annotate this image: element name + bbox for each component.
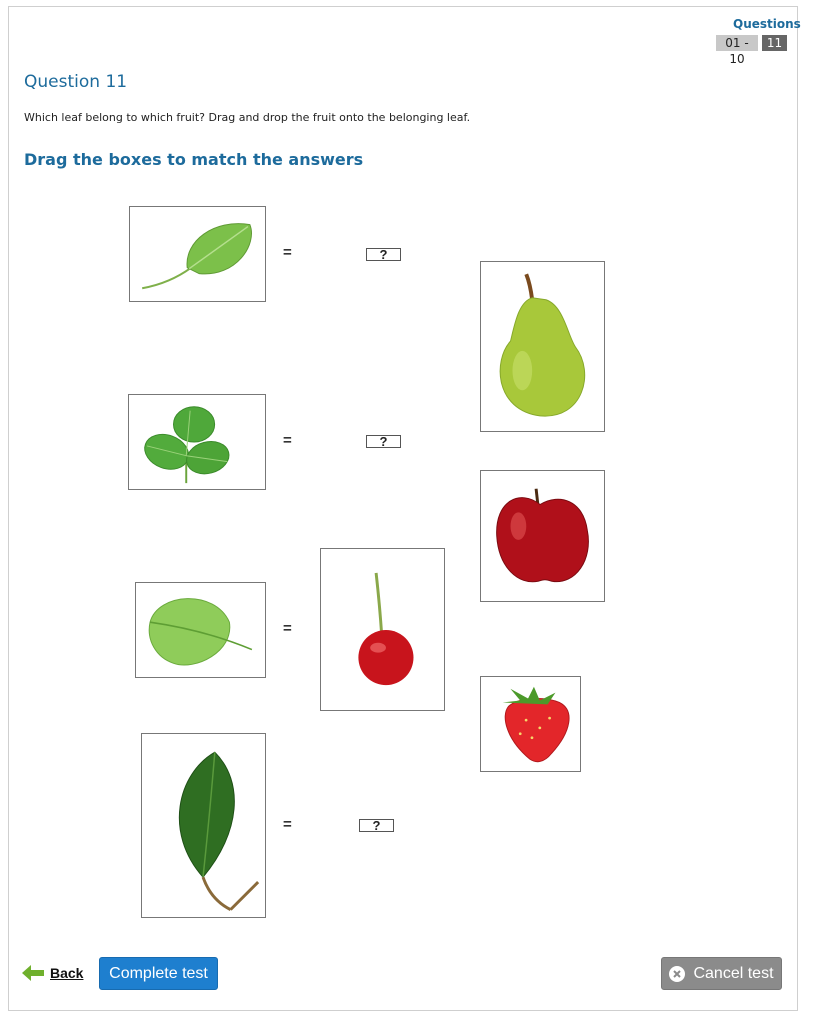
drop-target-4[interactable]: ? — [359, 819, 394, 832]
drop-target-2[interactable]: ? — [366, 435, 401, 448]
equals-sign: = — [283, 816, 292, 833]
cancel-test-label: Cancel test — [693, 964, 774, 982]
question-text: Which leaf belong to which fruit? Drag and drop the fruit onto the belonging leaf. — [24, 111, 471, 124]
question-title: Question 11 — [24, 72, 128, 92]
equals-sign: = — [283, 432, 292, 449]
cherry-image[interactable] — [320, 548, 445, 711]
strawberry-image[interactable] — [480, 676, 581, 772]
apple-image[interactable] — [480, 470, 605, 602]
drop-target-1[interactable]: ? — [366, 248, 401, 261]
elliptic-leaf-image — [129, 206, 266, 302]
complete-test-button[interactable] — [99, 957, 218, 990]
complete-test-label: Complete test — [109, 964, 208, 982]
back-button[interactable] — [22, 965, 83, 981]
equals-sign: = — [283, 620, 292, 637]
round-leaf-image — [135, 582, 266, 678]
pear-image[interactable] — [480, 261, 605, 432]
questions-label: Questions — [733, 17, 801, 31]
back-label: Back — [50, 965, 84, 981]
close-circle-icon — [669, 966, 685, 982]
cancel-test-button[interactable] — [661, 957, 782, 990]
current-question-button[interactable]: 11 — [762, 35, 787, 51]
apple-leaf-image — [141, 733, 266, 918]
instruction-heading: Drag the boxes to match the answers — [24, 150, 364, 169]
back-arrow-icon — [22, 965, 44, 981]
equals-sign: = — [283, 244, 292, 261]
strawberry-leaf-image — [128, 394, 266, 490]
question-range-button[interactable]: 01 - 10 — [716, 35, 758, 51]
